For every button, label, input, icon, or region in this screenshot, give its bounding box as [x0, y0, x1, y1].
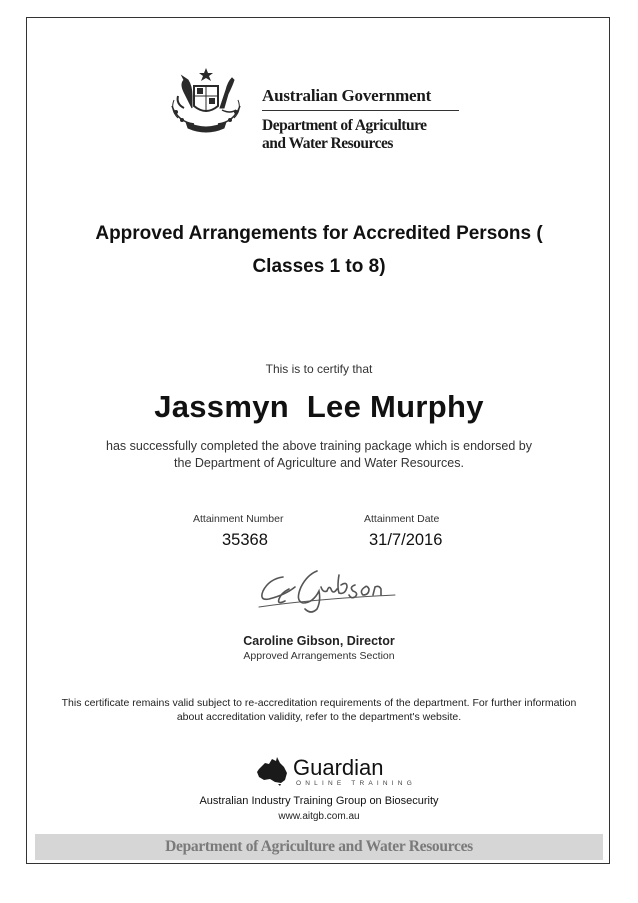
- coat-of-arms-icon: [158, 66, 254, 136]
- signer-section: Approved Arrangements Section: [243, 650, 395, 662]
- government-block: [262, 86, 462, 153]
- completion-text: has successfully completed the above training package which is endorsed by the Department of Agriculture and Water Resources.: [106, 439, 532, 470]
- signer-name: Caroline Gibson, Director: [243, 634, 395, 648]
- footer-department: Department of Agriculture and Water Resources: [165, 838, 473, 855]
- training-organisation: Australian Industry Training Group on Biosecurity: [199, 795, 439, 807]
- department-line-2: and Water Resources: [262, 135, 393, 152]
- guardian-brand: Guardian: [293, 755, 384, 780]
- footer-bar: [35, 834, 603, 860]
- guardian-subtitle: ONLINE TRAINING: [296, 780, 416, 787]
- attainment-number-label: Attainment Number: [193, 513, 284, 525]
- australia-map-icon: [255, 755, 291, 787]
- certify-text: This is to certify that: [265, 362, 373, 376]
- attainment-date-label: Attainment Date: [364, 513, 440, 525]
- validity-note: This certificate remains valid subject to re-accreditation requirements of the department. For further information about accreditation validity, refer to the department's website.: [61, 697, 577, 723]
- government-title: Australian Government: [262, 86, 432, 105]
- signature-image: [255, 565, 405, 615]
- certificate-title: Approved Arrangements for Accredited Persons ( Classes 1 to 8): [95, 223, 543, 277]
- department-line-1: Department of Agriculture: [262, 117, 427, 134]
- recipient-name: Jassmyn Lee Murphy: [154, 389, 484, 424]
- attainment-date: 31/7/2016: [369, 531, 443, 549]
- attainment-number: 35368: [222, 531, 268, 549]
- government-divider: [262, 110, 459, 111]
- provider-website: www.aitgb.com.au: [278, 811, 360, 822]
